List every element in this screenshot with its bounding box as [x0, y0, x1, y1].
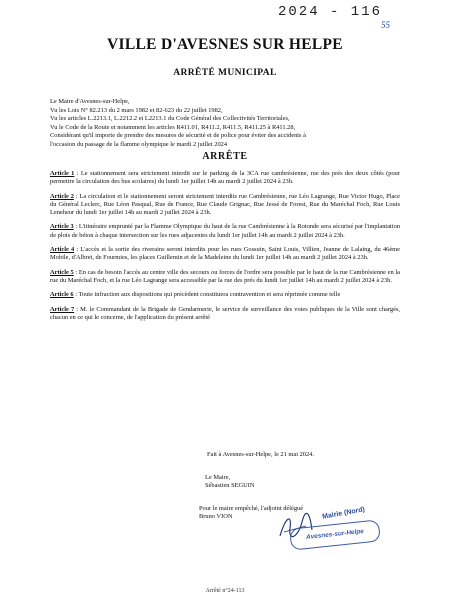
article-text: : La circulation et le stationnement seront strictement interdits rue Cambrésienne, rue Léo Lagrange, Rue Victor Hugo, Place du Général Leclerc, Rue Léon Pasqual, Rue de France, Rue Claude Grignac, Rue Jessé de Forest, Rue du Maréchal Foch, Rue Louis Leneheur du lundi 1er juillet 14h au mardi 2 juillet 2024 à 23h. [50, 192, 400, 217]
article-3 [50, 223, 400, 240]
preamble-line: l'occasion du passage de la flamme olympique le mardi 2 juillet 2024 [50, 140, 228, 148]
article-2 [50, 193, 400, 218]
article-label: Article 3 [50, 223, 74, 231]
preamble-line: Vu le Code de la Route et notamment les articles R411.01, R411.2, R411.5, R411.25 à R411.28, [50, 123, 296, 131]
footer-reference: Arrêté n°24-113 [205, 588, 245, 594]
article-label: Article 5 [50, 268, 74, 276]
articles-list [50, 170, 400, 328]
delegate-name: Bruno VION [199, 513, 233, 521]
preamble-line: Vu les articles L.2213.1, L.2212.2 et L2213.1 du Code Général des Collectivités Territoriales, [50, 115, 290, 123]
stamp-seal-text: Mairie (Nord) [321, 506, 366, 521]
article-4 [50, 246, 400, 263]
handwritten-mark: 55 [381, 20, 390, 30]
municipal-stamp [290, 506, 400, 554]
article-label: Article 7 [50, 305, 75, 313]
preamble-line: Considérant qu'il importe de prendre des mesures de sécurité et de police pour éviter des accidents à [50, 132, 306, 140]
article-label: Article 6 [50, 291, 74, 299]
article-label: Article 4 [50, 246, 75, 254]
city-title: VILLE D'AVESNES SUR HELPE [107, 36, 343, 53]
article-6 [50, 291, 400, 299]
article-label: Article 1 [50, 170, 75, 177]
article-text: : Toute infraction aux dispositions qui précèdent constituera contravention et sera réprimée comme telle [73, 291, 341, 299]
article-7 [50, 306, 400, 323]
done-at: Fait à Avesnes-sur-Helpe, le 21 mai 2024. [207, 451, 314, 458]
mayor-title: Le Maire, [205, 473, 231, 481]
document-subtitle: ARRÊTÉ MUNICIPAL [173, 68, 277, 78]
article-text: : L'itinéraire emprunté par la Flamme Olympique du haut de la rue Cambrésienne à la Rotonde sera sécurisé par l'implantation de plots de béton à chaque intersection sur les rues adjacentes du lundi 1er juillet 14h au mardi 2 juillet 2024 à 23h. [50, 223, 400, 239]
stamp-logo: Avesnes-sur-Helpe [289, 519, 381, 550]
section-title: ARRÊTE [202, 151, 248, 162]
preamble-line: Vu les Lois N° 82.213 du 2 mars 1982 et 82-623 du 22 juillet 1982, [50, 106, 223, 114]
preamble-line: Le Maire d'Avesnes-sur-Helpe, [50, 98, 130, 105]
article-label: Article 2 [50, 192, 74, 200]
article-text: : Le stationnement sera strictement interdit sur le parking de la 3CA rue cambrésienne, rue des prés des deux côtés (pour permettre la circulation des bus scolaires) du lundi 1er juillet 14h au mardi 2 juillet 2024 à 23h. [50, 170, 400, 186]
article-1 [50, 170, 400, 187]
article-text: : M. le Commandant de la Brigade de Gendarmerie, le service de surveillance des voies publiques de la Ville sont chargés, chacun en ce qui le concerne, de l'application du présent arrêté [50, 305, 400, 321]
mayor-block [205, 474, 405, 491]
delegate-line: Pour le maire empêché, l'adjoint délégué [199, 504, 304, 512]
article-text: : En cas de besoin l'accès au centre ville des secours ou forces de l'ordre sera possible par le haut de la rue Cambrésienne en la rue du Maréchal Foch, et la rue Léo Lagrange sera accessible par la rue des prés du lundi 1er juillet 14h au mardi 2 juillet 2024 à 23h. [50, 268, 400, 284]
article-5 [50, 269, 400, 286]
reference-number: 2024 - 116 [277, 4, 382, 20]
mayor-name: Sébastien SEGUIN [205, 482, 255, 490]
preamble [50, 98, 400, 150]
article-text: : L'accès et la sortie des riverains seront interdits pour les rues Gossuin, Saint Louis, Villien, Jeanne de Lalaing, du 46ème Mobile, d'Albret, de Fourmies, les places Guillemin et de la Madeleine du lundi 1er juillet 14h au mardi 2 juillet 2024 à 23h. [50, 246, 400, 262]
